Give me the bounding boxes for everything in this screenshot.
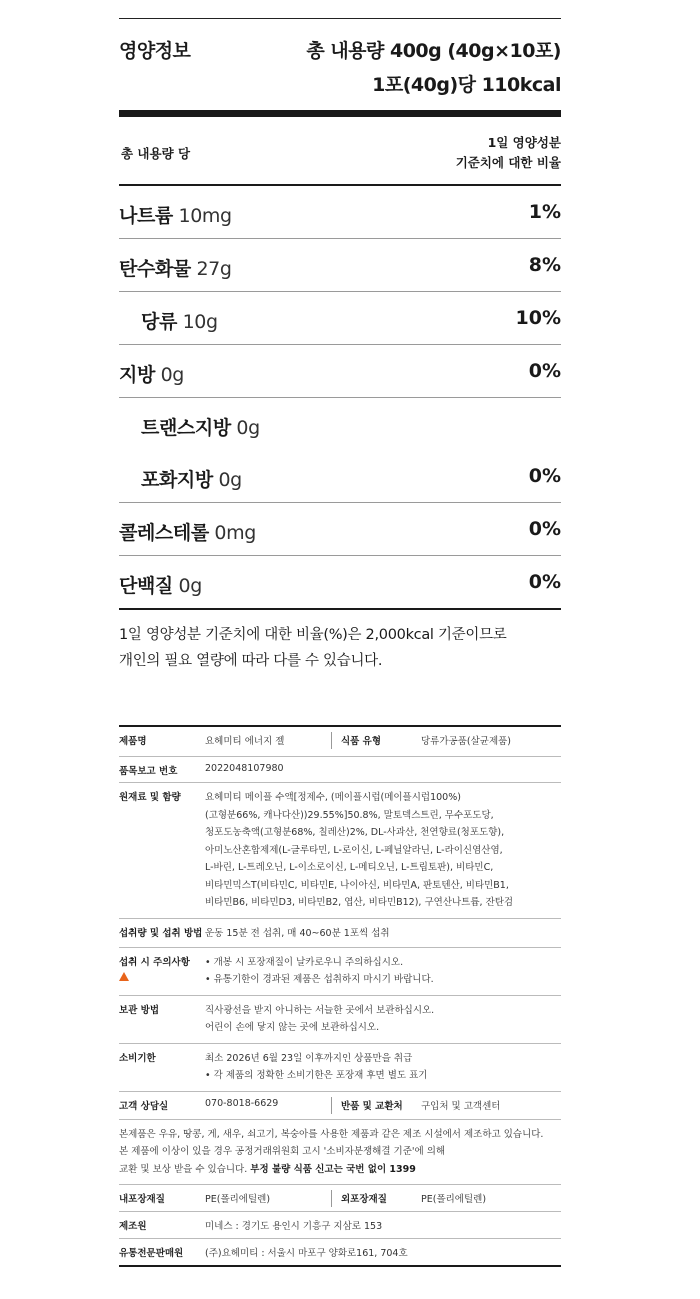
nutrient-name: 단백질 [119, 575, 173, 597]
ingredient-line: (고형분66%, 캐나다산))29.55%]50.8%, 말토덱스트린, 무수포도당, [205, 809, 494, 821]
info-row-customer-service [119, 1092, 561, 1120]
top-divider [119, 18, 561, 19]
info-row-seller [119, 1239, 561, 1265]
nutrient-row-trans-fat [119, 398, 561, 450]
note-line: 개인의 필요 열량에 따라 다를 수 있습니다. [119, 653, 383, 669]
column-separator [331, 1097, 332, 1114]
per-total-label: 총 내용량 당 [121, 146, 191, 161]
ingredient-line: 청포도농축액(고형분68%, 칠레산)2%, DL-사과산, 천연향료(청포도향), [205, 827, 505, 838]
expiry-line: 최소 2026년 6월 23일 이후까지인 상품만을 취급 [205, 1052, 413, 1064]
info-row-product-name [119, 727, 561, 757]
info-row-report-no [119, 757, 561, 783]
nutrient-percent: 1% [528, 201, 561, 223]
info-value [205, 783, 561, 918]
info-value [205, 996, 561, 1043]
nutrient-name: 당류 [141, 311, 177, 333]
ingredient-line: L-바린, L-트레오닌, L-이소로이신, L-메티오닌, L-트립토판), 비타민C, [205, 862, 494, 873]
nutrient-amount: 0mg [214, 522, 256, 544]
ingredient-line: 비타민믹스T(비타민C, 비타민E, 나이아신, 비타민A, 판토텐산, 비타민B1, [205, 879, 509, 891]
nutrient-row-fat [119, 345, 561, 398]
nutrition-title: 영양정보 [119, 40, 191, 62]
nutrient-name: 지방 [119, 364, 155, 386]
caution-line: • 유통기한이 경과된 제품은 섭취하지 마시기 바랍니다. [205, 974, 434, 985]
info-row-packaging [119, 1185, 561, 1212]
nutrient-percent: 0% [528, 465, 561, 487]
nutrient-name: 탄수화물 [119, 258, 191, 280]
info-label: 식품 유형 [341, 736, 382, 747]
nutrient-row-protein [119, 556, 561, 610]
nutrient-row-saturated-fat [119, 450, 561, 503]
info-label: 제품명 [119, 736, 147, 747]
allergy-notice [119, 1120, 561, 1185]
allergy-line: 본 제품에 이상이 있을 경우 공정거래위원회 고시 '소비자분쟁해결 기준'에 의해 [119, 1146, 446, 1157]
info-value: 당류가공품(살균제품) [421, 736, 512, 747]
nutrient-amount: 27g [196, 258, 232, 280]
thick-divider [119, 110, 561, 117]
info-row-maker [119, 1212, 561, 1239]
nutrient-name: 포화지방 [141, 469, 213, 491]
daily-value-label-1: 1일 영양성분 [487, 135, 561, 150]
info-label: 원재료 및 함량 [119, 792, 181, 803]
info-label: 반품 및 교환처 [341, 1100, 403, 1112]
nutrient-percent: 0% [528, 571, 561, 593]
info-row-ingredients [119, 783, 561, 919]
total-content: 총 내용량 400g (40g×10포) [306, 40, 561, 62]
storage-line: 직사광선을 받지 아니하는 서늘한 곳에서 보관하십시오. [205, 1004, 435, 1016]
column-separator [331, 1190, 332, 1207]
daily-value-label-2: 기준치에 대한 비율 [455, 155, 561, 170]
info-label: 소비기한 [119, 1052, 156, 1064]
nutrient-row-carbs [119, 239, 561, 292]
info-label: 섭취량 및 섭취 방법 [119, 927, 203, 939]
daily-value-note [119, 622, 561, 674]
nutrient-amount: 10g [182, 311, 218, 333]
caution-line: • 개봉 시 포장재질이 날카로우니 주의하십시오. [205, 956, 404, 968]
info-value: PE(폴리에틸렌) [421, 1194, 487, 1205]
note-line: 1일 영양성분 기준치에 대한 비율(%)은 2,000kcal 기준이므로 [119, 627, 507, 643]
info-row-intake [119, 919, 561, 948]
info-value: 미네스 : 경기도 용인시 기흥구 지삼로 153 [205, 1221, 383, 1232]
info-label: 외포장재질 [341, 1194, 387, 1205]
nutrient-amount: 0g [218, 469, 242, 491]
nutrient-amount: 0g [236, 417, 260, 439]
info-value: 2022048107980 [205, 763, 284, 774]
ingredient-line: 비타민B6, 비타민D3, 비타민B2, 엽산, 비타민B12), 구연산나트륨, 잔탄검 [205, 897, 514, 908]
product-info-table [119, 725, 561, 1267]
info-row-allergy [119, 1120, 561, 1186]
info-value: 요헤미티 에너지 젤 [205, 736, 285, 747]
nutrient-name: 트랜스지방 [141, 417, 231, 439]
column-header [119, 117, 561, 185]
info-value: PE(폴리에틸렌) [205, 1194, 271, 1205]
info-value: (주)요헤미티 : 서울시 마포구 양화로161, 704호 [205, 1248, 408, 1259]
nutrient-percent: 10% [515, 307, 561, 329]
info-label: 유통전문판매원 [119, 1248, 184, 1259]
info-label: 고객 상담실 [119, 1100, 169, 1112]
info-row-expiry [119, 1044, 561, 1092]
info-value: 운동 15분 전 섭취, 매 40~60분 1포씩 섭취 [205, 927, 390, 939]
caution-label: 섭취 시 주의사항 [119, 956, 190, 968]
info-row-caution [119, 948, 561, 996]
nutrient-name: 나트륨 [119, 205, 173, 227]
allergy-line: 본제품은 우유, 땅콩, 게, 새우, 쇠고기, 복숭아를 사용한 제품과 같은 제조 시설에서 제조하고 있습니다. [119, 1128, 544, 1140]
nutrient-percent: 8% [528, 254, 561, 276]
info-value: 070-8018-6629 [205, 1097, 279, 1109]
nutrient-percent: 0% [528, 360, 561, 382]
warning-icon [119, 972, 129, 981]
nutrient-row-sugars [119, 292, 561, 345]
info-label: 내포장재질 [119, 1194, 165, 1205]
nutrient-amount: 10mg [178, 205, 232, 227]
nutrient-row-cholesterol [119, 503, 561, 556]
nutrient-amount: 0g [160, 364, 184, 386]
report-hotline: 부정 불량 식품 신고는 국번 없이 1399 [250, 1163, 416, 1175]
nutrient-amount: 0g [178, 575, 202, 597]
storage-line: 어린이 손에 닿지 않는 곳에 보관하십시오. [205, 1022, 380, 1033]
allergy-text: 교환 및 보상 받을 수 있습니다. [119, 1163, 248, 1175]
info-value: 구입처 및 고객센터 [421, 1100, 501, 1112]
expiry-line: • 각 제품의 정확한 소비기한은 포장재 후면 별도 표기 [205, 1070, 428, 1081]
allergy-line [119, 1161, 561, 1179]
ingredient-line: 아미노산혼합제제(L-글루타민, L-로이신, L-페닐알라닌, L-라이신염산염, [205, 844, 503, 856]
info-value [205, 1044, 561, 1091]
nutrient-percent: 0% [528, 518, 561, 540]
info-label: 제조원 [119, 1221, 147, 1232]
info-value [205, 948, 561, 995]
column-separator [331, 732, 332, 749]
nutrient-row-sodium [119, 186, 561, 239]
ingredient-line: 요헤미티 메이플 수액[정제수, (메이플시럽(메이플시럽100%) [205, 792, 461, 803]
info-label: 품목보고 번호 [119, 766, 178, 777]
info-row-storage [119, 996, 561, 1044]
nutrient-name: 콜레스테롤 [119, 522, 209, 544]
per-serving-calories: 1포(40g)당 110kcal [372, 74, 561, 96]
info-label: 보관 방법 [119, 1004, 160, 1016]
nutrition-header [119, 30, 561, 110]
info-label [119, 954, 203, 981]
